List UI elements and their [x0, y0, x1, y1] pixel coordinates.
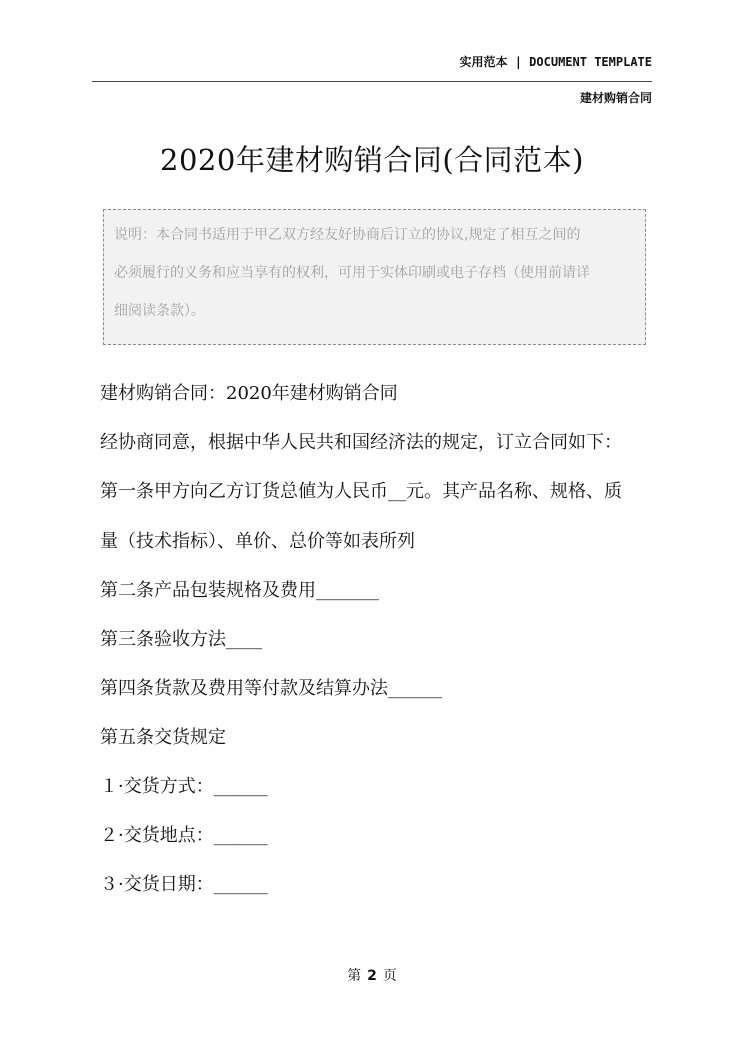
contract-intro-line: 经协商同意，根据中华人民共和国经济法的规定，订立合同如下：: [100, 432, 622, 453]
document-title: 2020年建材购销合同(合同范本): [160, 143, 584, 177]
delivery-place-line: ２·交货地点：______: [100, 825, 268, 846]
clause-3-line: 第三条验收方法____: [100, 629, 262, 650]
delivery-method-line: １·交货方式：______: [100, 776, 268, 797]
clause-1-line: 第一条甲方向乙方订货总値为人民币__元。其产品名称、规格、质: [100, 481, 622, 502]
page-number: 2: [367, 968, 377, 984]
clause-5-line: 第五条交货规定: [100, 727, 226, 748]
clause-1-continued-line: 量（技术指标）、单价、总价等如表所列: [100, 531, 415, 552]
contract-heading-line: 建材购销合同：2020年建材购销合同: [100, 383, 398, 404]
note-line: 说明：本合同书适用于甲乙双方经友好协商后订立的协议,规定了相互之间的: [114, 227, 581, 243]
note-line: 必须履行的义务和应当享有的权利，可用于实体印刷或电子存档（使用前请详: [114, 265, 590, 281]
delivery-date-line: ３·交货日期：______: [100, 874, 268, 895]
footer-prefix: 第: [347, 968, 362, 984]
clause-4-line: 第四条货款及费用等付款及结算办法______: [100, 678, 442, 699]
footer-suffix: 页: [382, 968, 397, 984]
header-divider: [92, 81, 652, 82]
note-line: 细阅读条款）。: [114, 303, 205, 319]
header-doc-label: 实用范本 | DOCUMENT TEMPLATE: [459, 55, 652, 69]
header-doc-subtitle: 建材购销合同: [579, 91, 652, 105]
page-footer: [0, 965, 744, 985]
clause-2-line: 第二条产品包装规格及费用_______: [100, 580, 379, 601]
usage-note-box: [103, 209, 646, 345]
